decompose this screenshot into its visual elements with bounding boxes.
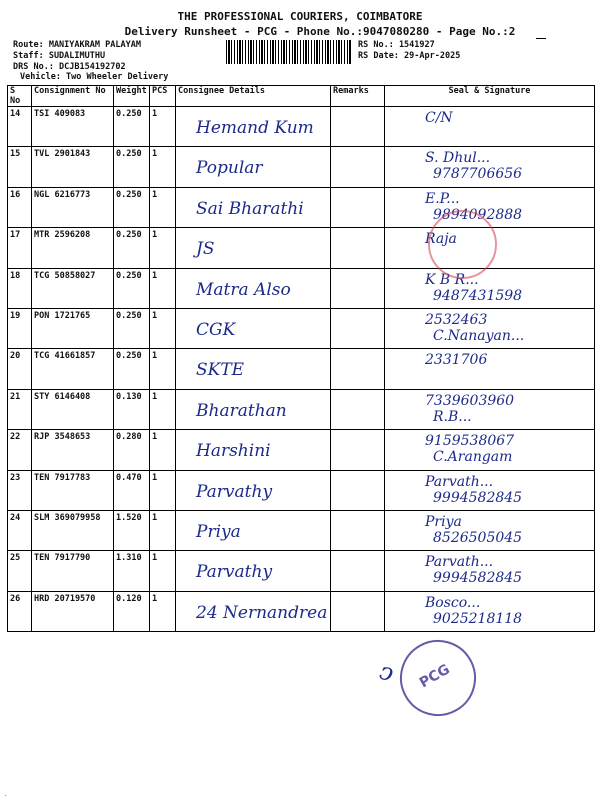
cell-seal-signature	[385, 268, 595, 308]
signature-handwriting: R.B...	[433, 408, 472, 425]
signature-handwriting: Bosco...	[425, 594, 481, 611]
cell-remarks	[331, 308, 385, 348]
route-info: Route: MANIYAKRAM PALAYAM	[13, 40, 141, 50]
cell-seal-signature	[385, 349, 595, 389]
cell-sno: 16	[8, 187, 32, 227]
signature-handwriting: 9487431598	[433, 287, 523, 304]
consignee-handwriting: Parvathy	[196, 481, 273, 502]
red-seal-stamp	[428, 210, 497, 279]
consignee-handwriting: Hemand Kum	[196, 118, 314, 138]
header-mark	[536, 38, 546, 39]
consignee-handwriting: Matra Also	[196, 279, 291, 300]
consignee-handwriting: SKTE	[196, 360, 245, 381]
footer-mark: -	[4, 793, 8, 799]
cell-sno: 14	[8, 107, 32, 147]
cell-seal-signature	[385, 430, 595, 470]
cell-remarks	[331, 107, 385, 147]
cell-remarks	[331, 510, 385, 550]
signature-handwriting: C/N	[425, 110, 453, 126]
cell-seal-signature	[385, 551, 595, 591]
cell-weight: 1.520	[114, 510, 150, 550]
cell-pcs: 1	[150, 228, 176, 268]
signature-handwriting: 2532463	[425, 311, 488, 328]
signature-handwriting: K B R...	[425, 271, 479, 288]
cell-consignee	[176, 268, 331, 308]
cell-consignment-no: PON 1721765	[32, 308, 114, 348]
drs-info: DRS No.: DCJB154192702	[13, 62, 126, 72]
signature-handwriting: 9994582845	[433, 489, 523, 506]
consignee-handwriting: Harshini	[196, 441, 271, 462]
cell-weight: 0.130	[114, 389, 150, 429]
table-row	[8, 308, 595, 348]
cell-weight: 0.470	[114, 470, 150, 510]
cell-weight: 0.250	[114, 268, 150, 308]
col-header: Consignment No	[32, 86, 114, 107]
cell-weight: 0.120	[114, 591, 150, 631]
cell-consignment-no: TVL 2901843	[32, 147, 114, 187]
staff-info: Staff: SUDALIMUTHU	[13, 51, 106, 61]
cell-pcs: 1	[150, 389, 176, 429]
table-row	[8, 510, 595, 550]
cell-weight: 0.280	[114, 430, 150, 470]
cell-sno: 23	[8, 470, 32, 510]
cell-weight: 0.250	[114, 147, 150, 187]
col-header: Consignee Details	[176, 86, 331, 107]
cell-seal-signature	[385, 107, 595, 147]
barcode	[226, 40, 351, 64]
signature-handwriting: C.Nanayan...	[433, 327, 525, 344]
signature-handwriting: Parvath...	[425, 473, 494, 490]
cell-consignment-no: SLM 369079958	[32, 510, 114, 550]
signature-handwriting: Parvath...	[425, 554, 494, 571]
signature-handwriting: 9025218118	[433, 610, 523, 627]
cell-remarks	[331, 430, 385, 470]
signature-handwriting: S. Dhul...	[425, 150, 491, 167]
consignee-handwriting: Popular	[196, 158, 263, 179]
cell-remarks	[331, 268, 385, 308]
cell-remarks	[331, 228, 385, 268]
cell-sno: 19	[8, 308, 32, 348]
table-row	[8, 430, 595, 470]
cell-sno: 24	[8, 510, 32, 550]
consignee-handwriting: Parvathy	[196, 562, 273, 583]
signature-handwriting: E.P...	[425, 190, 460, 207]
signature-handwriting: 8526505045	[433, 529, 523, 546]
signature-handwriting: Priya	[425, 513, 462, 530]
cell-consignment-no: TCG 50858027	[32, 268, 114, 308]
cell-weight: 0.250	[114, 349, 150, 389]
cell-remarks	[331, 470, 385, 510]
col-header: S No	[8, 86, 32, 107]
cell-consignment-no: TSI 409083	[32, 107, 114, 147]
pcg-stamp-text: PCG	[416, 661, 453, 692]
cell-consignee	[176, 147, 331, 187]
cell-pcs: 1	[150, 470, 176, 510]
cell-weight: 0.250	[114, 187, 150, 227]
cell-consignee	[176, 591, 331, 631]
vehicle-info: Vehicle: Two Wheeler Delivery	[20, 72, 169, 82]
cell-sno: 21	[8, 389, 32, 429]
consignee-handwriting: Sai Bharathi	[196, 198, 304, 219]
cell-sno: 26	[8, 591, 32, 631]
cell-remarks	[331, 147, 385, 187]
cell-weight: 0.250	[114, 107, 150, 147]
cell-remarks	[331, 349, 385, 389]
cell-seal-signature	[385, 470, 595, 510]
cell-pcs: 1	[150, 268, 176, 308]
cell-pcs: 1	[150, 147, 176, 187]
company-title: THE PROFESSIONAL COURIERS, COIMBATORE	[177, 10, 423, 23]
cell-remarks	[331, 591, 385, 631]
consignee-handwriting: JS	[196, 239, 215, 260]
cell-seal-signature	[385, 389, 595, 429]
table-row	[8, 470, 595, 510]
signature-handwriting: 7339603960	[425, 392, 515, 409]
cell-consignee	[176, 470, 331, 510]
consignee-handwriting: CGK	[196, 319, 236, 340]
signature-handwriting: 9159538067	[425, 433, 515, 450]
consignee-handwriting: 24 Nernandrea	[196, 602, 328, 623]
signature-handwriting: 9994582845	[433, 570, 523, 587]
cell-sno: 18	[8, 268, 32, 308]
rs-number: RS No.: 1541927	[358, 40, 435, 50]
table-row	[8, 591, 595, 631]
cell-consignee	[176, 107, 331, 147]
runsheet-subtitle: Delivery Runsheet - PCG - Phone No.:9047080280 - Page No.:2	[124, 25, 516, 38]
signature-handwriting: 9894092888	[433, 206, 523, 223]
signature-handwriting: 9787706656	[433, 166, 523, 183]
signature-handwriting: Raja	[425, 231, 457, 248]
cell-sno: 17	[8, 228, 32, 268]
cell-pcs: 1	[150, 591, 176, 631]
table-row	[8, 551, 595, 591]
cell-seal-signature	[385, 187, 595, 227]
cell-pcs: 1	[150, 551, 176, 591]
cell-consignment-no: MTR 2596208	[32, 228, 114, 268]
cell-seal-signature	[385, 591, 595, 631]
cell-consignee	[176, 187, 331, 227]
cell-remarks	[331, 389, 385, 429]
table-row	[8, 389, 595, 429]
signature-handwriting: C.Arangam	[433, 449, 513, 466]
cell-consignee	[176, 228, 331, 268]
signature-handwriting: 2331706	[425, 352, 488, 369]
cell-seal-signature	[385, 308, 595, 348]
col-header: PCS	[150, 86, 176, 107]
cell-consignee	[176, 308, 331, 348]
handwritten-mark: ↄ	[376, 656, 397, 688]
table-row	[8, 228, 595, 268]
cell-sno: 20	[8, 349, 32, 389]
cell-pcs: 1	[150, 349, 176, 389]
table-row	[8, 107, 595, 147]
cell-consignee	[176, 389, 331, 429]
table-row	[8, 268, 595, 308]
cell-sno: 15	[8, 147, 32, 187]
cell-consignee	[176, 430, 331, 470]
table-row	[8, 187, 595, 227]
cell-seal-signature	[385, 147, 595, 187]
cell-consignee	[176, 551, 331, 591]
cell-seal-signature	[385, 510, 595, 550]
cell-consignment-no: HRD 20719570	[32, 591, 114, 631]
cell-remarks	[331, 551, 385, 591]
cell-sno: 25	[8, 551, 32, 591]
cell-consignment-no: TEN 7917783	[32, 470, 114, 510]
cell-pcs: 1	[150, 308, 176, 348]
cell-consignment-no: RJP 3548653	[32, 430, 114, 470]
table-row	[8, 147, 595, 187]
rs-date: RS Date: 29-Apr-2025	[358, 51, 461, 61]
cell-sno: 22	[8, 430, 32, 470]
cell-remarks	[331, 187, 385, 227]
cell-pcs: 1	[150, 107, 176, 147]
runsheet-table	[7, 85, 595, 632]
table-header-row	[8, 86, 595, 107]
cell-consignee	[176, 510, 331, 550]
cell-weight: 1.310	[114, 551, 150, 591]
cell-weight: 0.250	[114, 228, 150, 268]
cell-consignment-no: TCG 41661857	[32, 349, 114, 389]
col-header: Weight	[114, 86, 150, 107]
consignee-handwriting: Priya	[196, 521, 241, 542]
cell-pcs: 1	[150, 510, 176, 550]
cell-consignment-no: STY 6146408	[32, 389, 114, 429]
table-row	[8, 349, 595, 389]
cell-consignment-no: TEN 7917790	[32, 551, 114, 591]
cell-pcs: 1	[150, 187, 176, 227]
col-header: Remarks	[331, 86, 385, 107]
cell-consignee	[176, 349, 331, 389]
col-header: Seal & Signature	[385, 86, 595, 107]
cell-consignment-no: NGL 6216773	[32, 187, 114, 227]
cell-weight: 0.250	[114, 308, 150, 348]
pcg-stamp	[386, 626, 490, 730]
cell-pcs: 1	[150, 430, 176, 470]
consignee-handwriting: Bharathan	[196, 400, 287, 421]
